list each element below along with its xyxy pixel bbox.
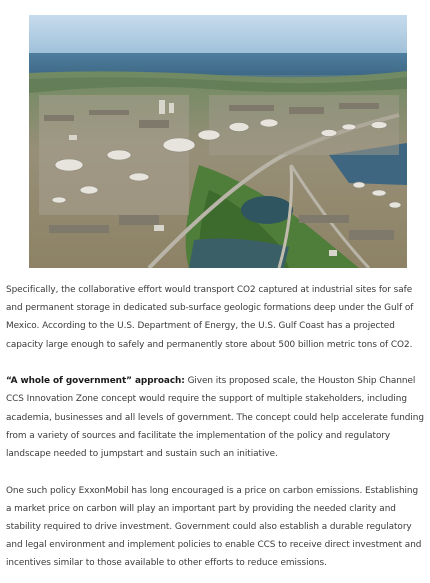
- aerial-illustration: [29, 15, 407, 268]
- paragraph-text: Specifically, the collaborative effort would transport CO2 captured at industrial sites for safe and permanent storage in dedicated sub-surface geologic formations deep under the Gulf of Mexico. According to the U.S. Department of Energy, the U.S. Gulf Coast has a projected capacity large enough to safely and permanently store about 500 billion metric tons of CO2.: [6, 285, 414, 350]
- paragraph-lead: “A whole of government” approach:: [6, 376, 185, 387]
- paragraph-ccs-transport: [6, 281, 424, 354]
- industrial-aerial-photo: [29, 15, 407, 268]
- paragraph-text: Given its proposed scale, the Houston Ship Channel CCS Innovation Zone concept would require the support of multiple stakeholders, including academia, businesses and all levels of government. The concept could help accelerate funding from a variety of sources and facilitate the implementation of the policy and regulatory landscape needed to jumpstart and sustain such an initiative.: [6, 376, 424, 460]
- paragraph-text: One such policy ExxonMobil has long encouraged is a price on carbon emissions. Establishing a market price on carbon will play an important part by providing the needed clarity and stability required to drive investment. Government could also establish a durable regulatory and legal environment and implement policies to enable CCS to receive direct investment and incentives similar to those available to other efforts to reduce emissions.: [6, 485, 422, 569]
- paragraph-whole-of-government: [6, 372, 424, 463]
- article-body: [6, 281, 424, 573]
- paragraph-carbon-price: [6, 482, 424, 573]
